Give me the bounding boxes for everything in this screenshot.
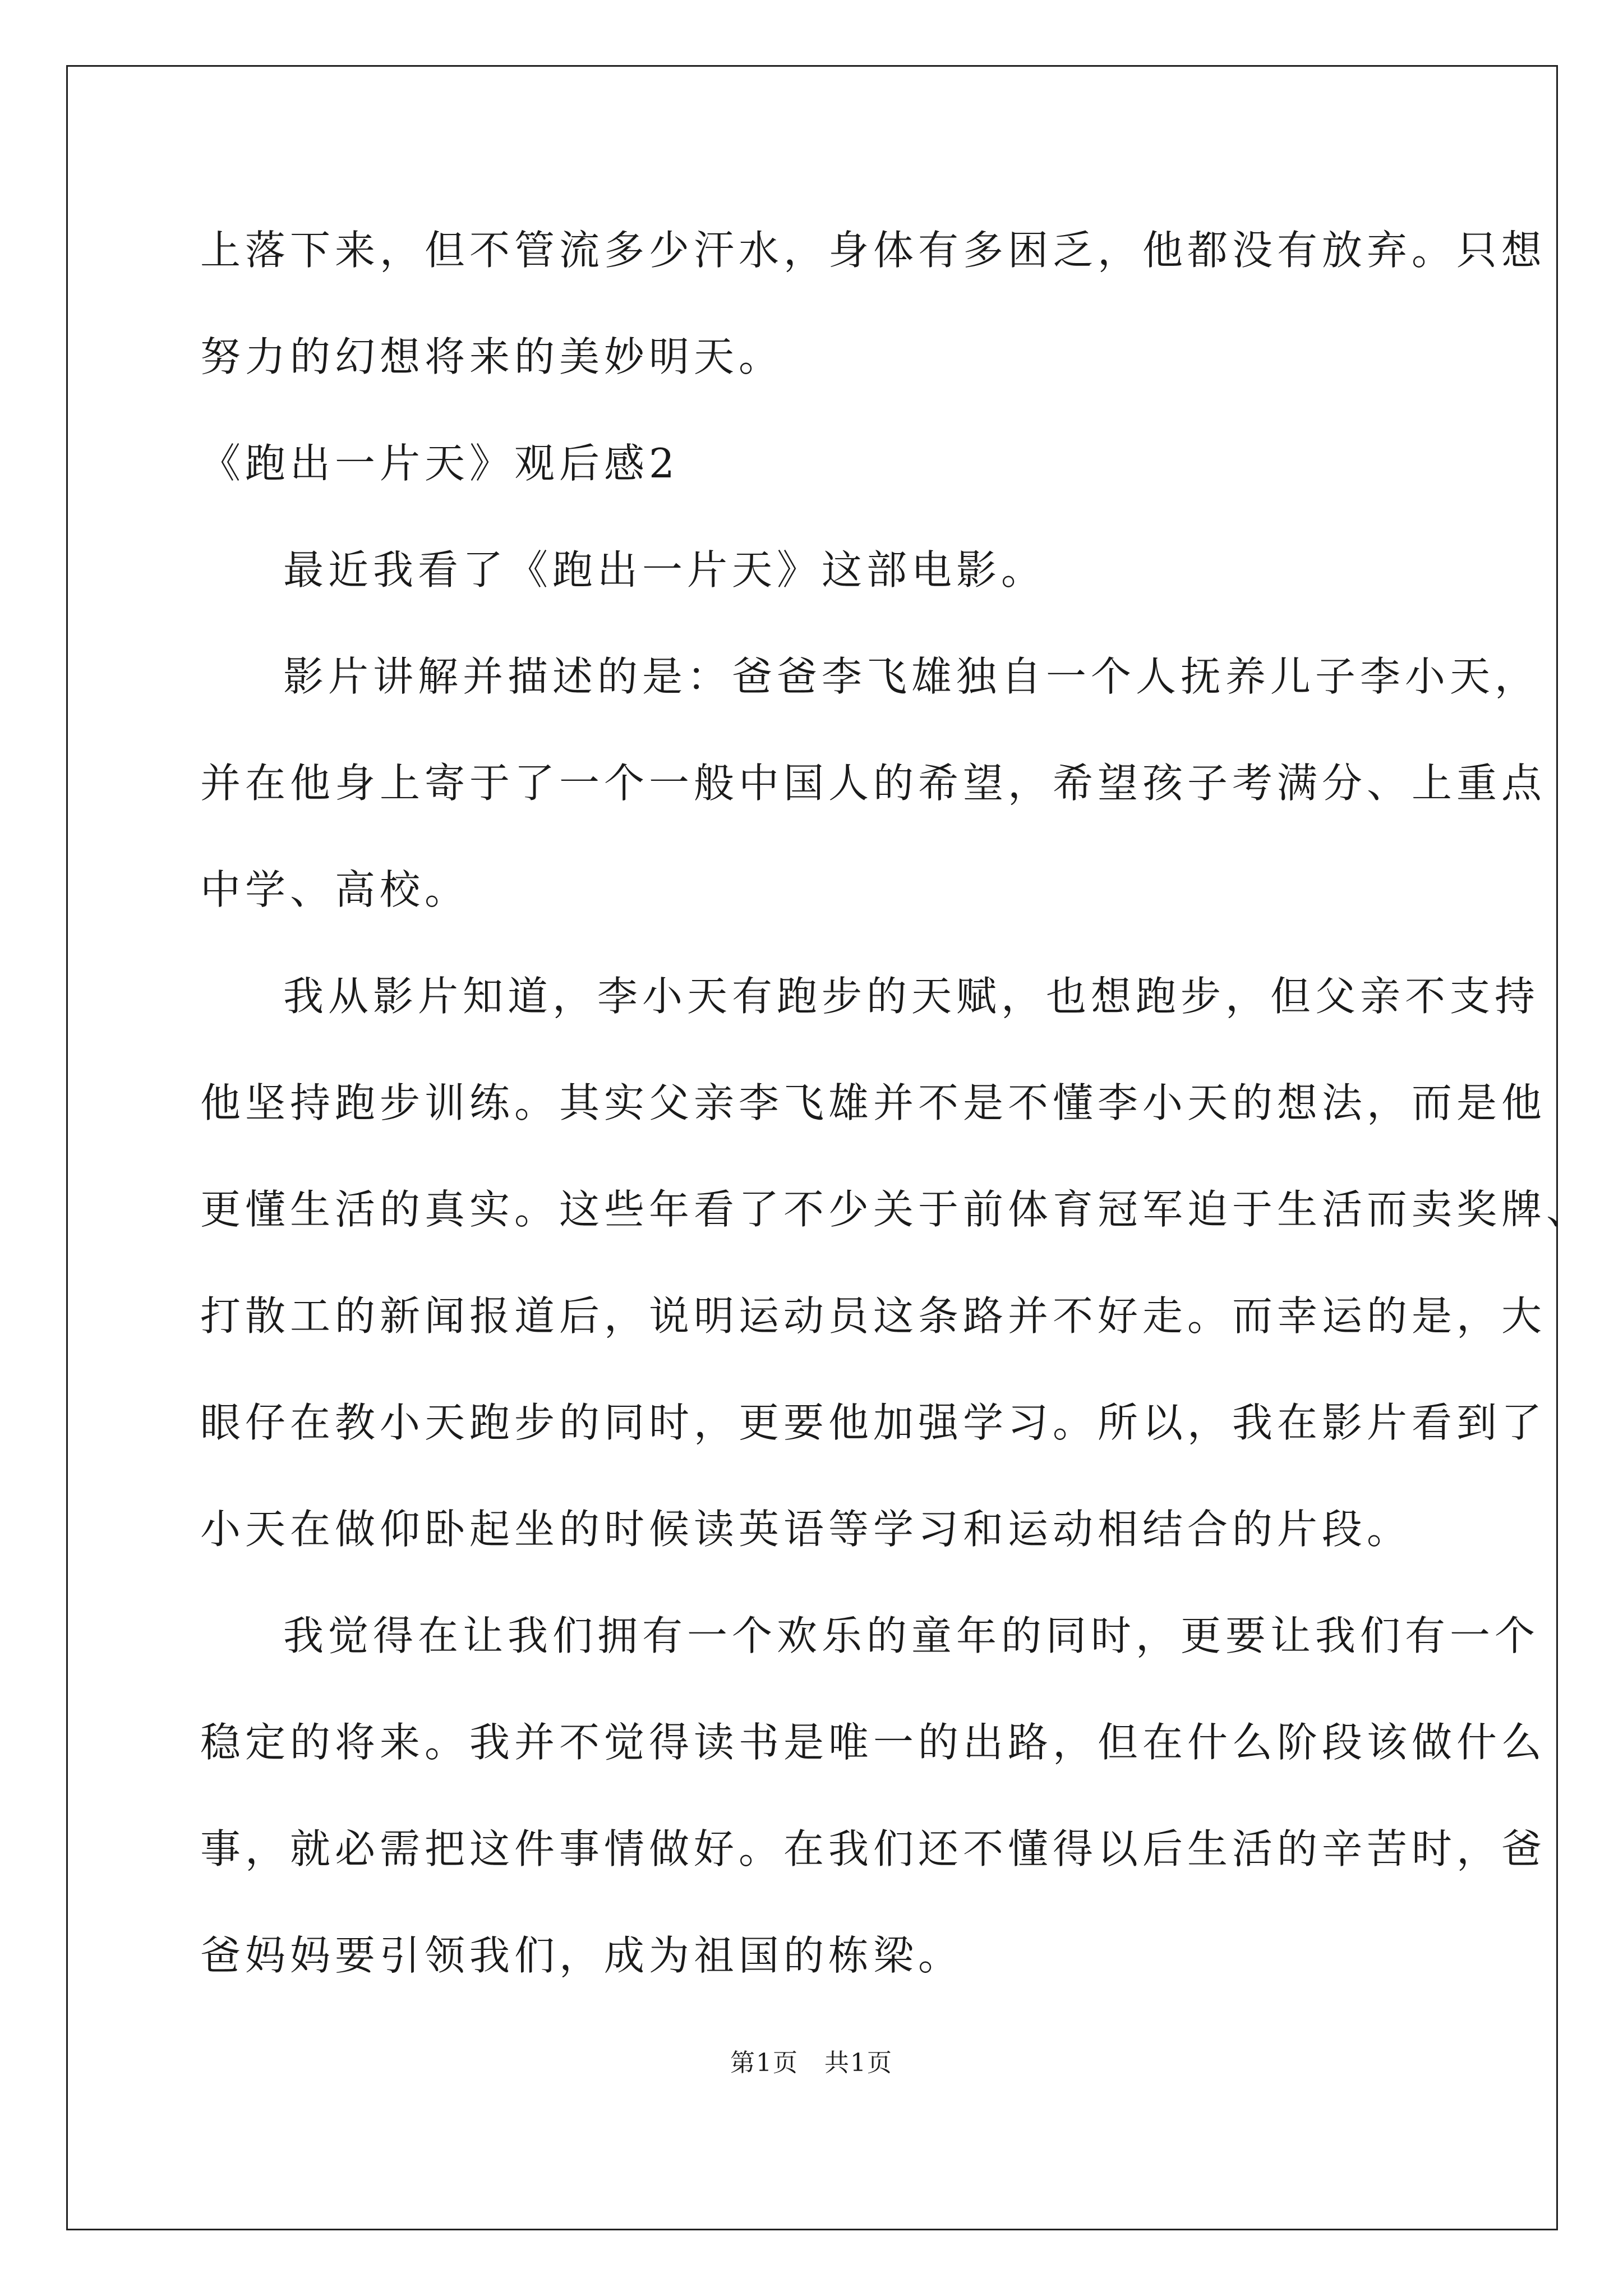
- text-line: 并在他身上寄于了一个一般中国人的希望，希望孩子考满分、上重点: [200, 760, 1547, 807]
- page-number-footer: 第1页 共1页: [730, 2049, 893, 2077]
- text-line: 努力的幻想将来的美妙明天。: [200, 333, 784, 380]
- text-line: 打散工的新闻报道后，说明运动员这条路并不好走。而幸运的是，大: [200, 1292, 1547, 1340]
- text-line: 更懂生活的真实。这些年看了不少关于前体育冠军迫于生活而卖奖牌、: [200, 1186, 1592, 1233]
- text-line: 最近我看了《跑出一片天》这部电影。: [283, 546, 1046, 593]
- text-line: 小天在做仰卧起坐的时候读英语等学习和运动相结合的片段。: [200, 1506, 1412, 1553]
- text-line: 他坚持跑步训练。其实父亲李飞雄并不是不懂李小天的想法，而是他: [200, 1079, 1547, 1126]
- text-line: 中学、高校。: [200, 866, 470, 913]
- text-line: 我从影片知道，李小天有跑步的天赋，也想跑步，但父亲不支持: [283, 973, 1540, 1020]
- text-line: 眼仔在教小天跑步的同时，更要他加强学习。所以，我在影片看到了: [200, 1399, 1547, 1446]
- text-line: 上落下来，但不管流多少汗水，身体有多困乏，他都没有放弃。只想: [200, 227, 1547, 274]
- text-line: 我觉得在让我们拥有一个欢乐的童年的同时，更要让我们有一个: [283, 1612, 1540, 1659]
- text-line: 影片讲解并描述的是：爸爸李飞雄独自一个人抚养儿子李小天，: [283, 653, 1540, 700]
- section-heading: 《跑出一片天》观后感2: [200, 440, 679, 487]
- text-line: 事，就必需把这件事情做好。在我们还不懂得以后生活的辛苦时，爸: [200, 1825, 1547, 1872]
- text-line: 稳定的将来。我并不觉得读书是唯一的出路，但在什么阶段该做什么: [200, 1719, 1547, 1766]
- page-frame: [66, 65, 1558, 2230]
- text-line: 爸妈妈要引领我们，成为祖国的栋梁。: [200, 1932, 963, 1979]
